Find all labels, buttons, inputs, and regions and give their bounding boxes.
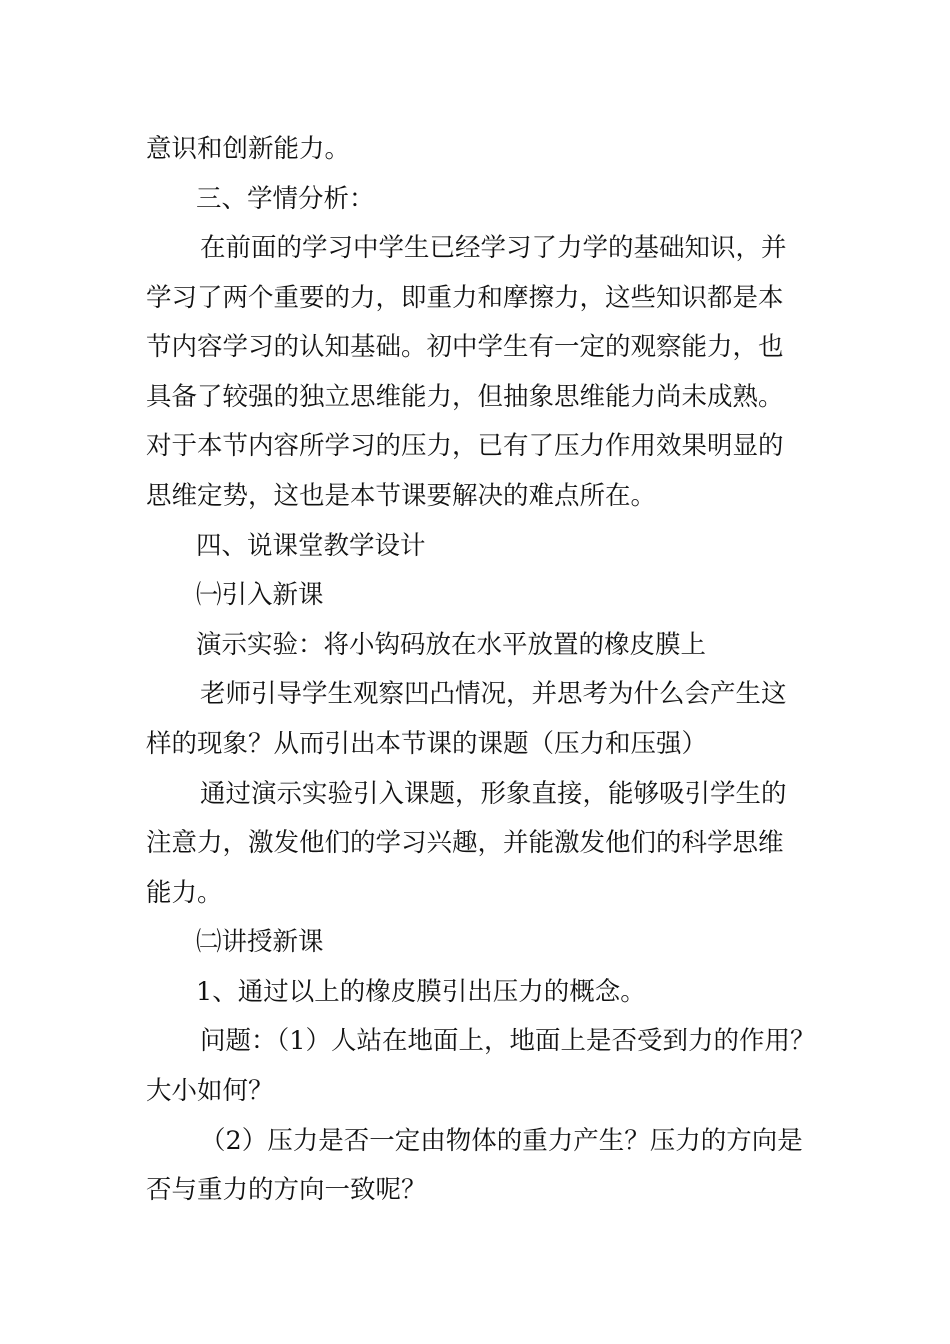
text-line: 通过演示实验引入课题，形象直接，能够吸引学生的	[200, 779, 787, 809]
text-line: 样的现象？从而引出本节课的课题（压力和压强）	[146, 729, 708, 759]
text-line: 节内容学习的认知基础。初中学生有一定的观察能力，也	[146, 332, 784, 362]
text-line: 大小如何？	[146, 1076, 274, 1106]
text-line: 在前面的学习中学生已经学习了力学的基础知识，并	[200, 233, 787, 263]
text-line: 能力。	[146, 878, 223, 908]
text-line: 意识和创新能力。	[146, 134, 351, 164]
text-line: 思维定势，这也是本节课要解决的难点所在。	[146, 481, 657, 511]
section-heading: 三、学情分析：	[196, 184, 375, 214]
subsection-heading: ㈠引入新课	[196, 580, 324, 610]
text-line: 演示实验：将小钩码放在水平放置的橡皮膜上	[196, 630, 707, 660]
text-line: 具备了较强的独立思维能力，但抽象思维能力尚未成熟。	[146, 382, 784, 412]
question-line: （2）压力是否一定由物体的重力产生？压力的方向是	[200, 1126, 803, 1156]
subsection-heading: ㈡讲授新课	[196, 927, 324, 957]
text-line: 老师引导学生观察凹凸情况，并思考为什么会产生这	[200, 679, 787, 709]
section-heading: 四、说课堂教学设计	[196, 531, 426, 561]
text-line: 对于本节内容所学习的压力，已有了压力作用效果明显的	[146, 431, 784, 461]
text-line: 学习了两个重要的力，即重力和摩擦力，这些知识都是本	[146, 283, 784, 313]
question-line: 问题：（1）人站在地面上，地面上是否受到力的作用？	[200, 1026, 816, 1056]
text-line: 1、通过以上的橡皮膜引出压力的概念。	[196, 977, 646, 1007]
text-line: 否与重力的方向一致呢？	[146, 1175, 427, 1205]
text-line: 注意力，激发他们的学习兴趣，并能激发他们的科学思维	[146, 828, 784, 858]
